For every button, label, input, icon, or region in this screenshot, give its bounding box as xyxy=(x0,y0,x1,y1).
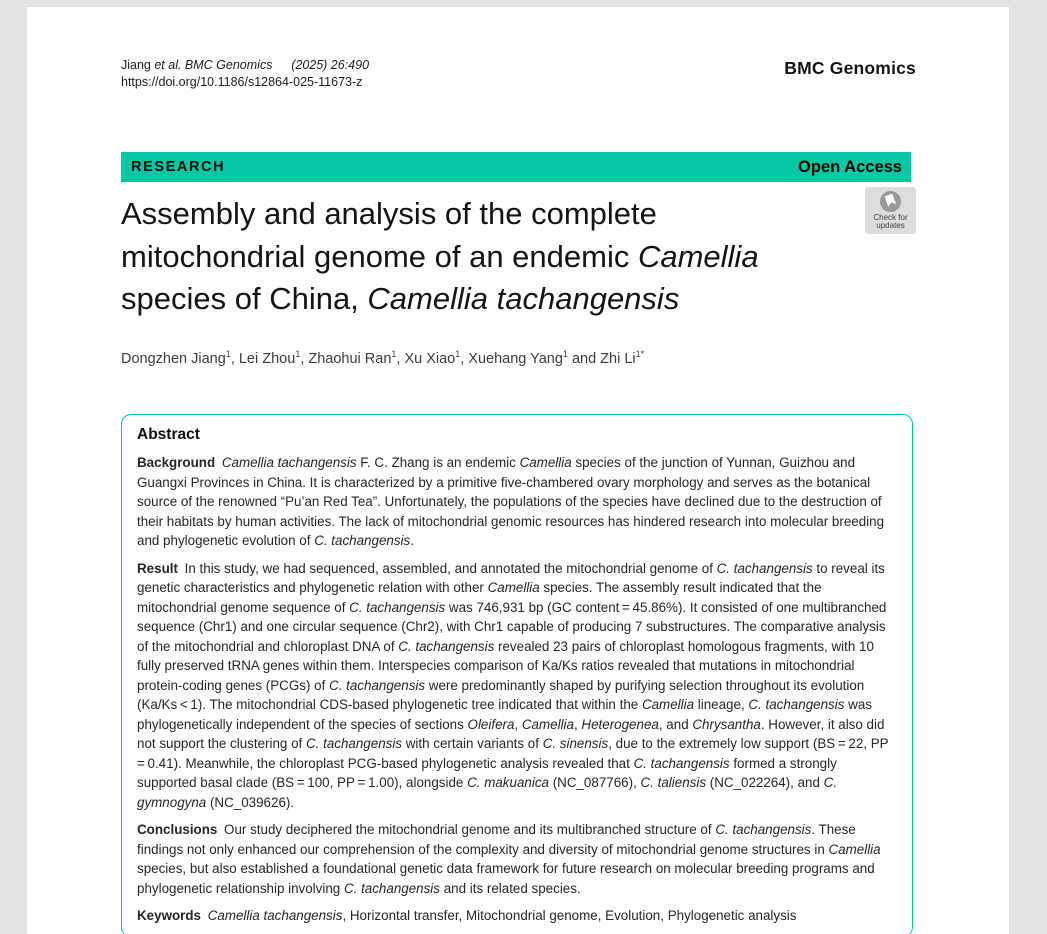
abstract-box xyxy=(121,414,913,934)
abstract-conclusions-paragraph: Conclusions Our study deciphered the mitochondrial genome and its multibranched structure of C. tachangensis. These findings not only enhanced our comprehension of the complexity and diversity of mitochondrial genome structures in Camellia species, but also established a foundational genetic data framework for future research on molecular breeding programs and phylogenetic relationship involving C. tachangensis and its related species. xyxy=(137,822,881,896)
abstract-background-paragraph: Background Camellia tachangensis F. C. Zhang is an endemic Camellia species of the junction of Yunnan, Guizhou and Guangxi Provinces in China. It is characterized by a primitive five-chambered ovary morphology and serves as the botanical source of the renowned “Pu’an Red Tea”. Unfortunately, the populations of the species have declined due to the destruction of their habitats by human activities. The lack of mitochondrial genomic resources has hindered research into molecular breeding and phylogenetic evolution of C. tachangensis. xyxy=(137,455,885,548)
citation-block xyxy=(121,57,369,91)
paper-page xyxy=(27,7,1009,934)
doi-link[interactable]: https://doi.org/10.1186/s12864-025-11673-z xyxy=(121,75,363,89)
journal-logo: BMC Genomics xyxy=(784,58,916,78)
abstract-heading: Abstract xyxy=(137,426,200,443)
authors-line: Dongzhen Jiang$^1$, Lei Zhou$^1$, Zhaohui Ran$^1$, Xu Xiao$^1$, Xuehang Yang$^1$ and Zhi $Li^{1*}$ xyxy=(121,349,645,367)
check-for-updates-button[interactable] xyxy=(865,187,916,234)
check-badge-label-line2: updates xyxy=(876,221,905,230)
research-banner xyxy=(121,152,911,182)
citation-line: Jiang et al. BMC Genomics (2025) 26:490 xyxy=(121,58,370,72)
abstract-keywords-paragraph: Keywords Camellia tachangensis, Horizontal transfer, Mitochondrial genome, Evolution, Phylogenetic analysis xyxy=(137,908,797,923)
article-type-label: RESEARCH xyxy=(131,159,226,175)
crossmark-logo-icon xyxy=(879,190,902,214)
abstract-result-paragraph: Result In this study, we had sequenced, assembled, and annotated the mitochondrial genome of C. tachangensis to reveal its genetic characteristics and phylogenetic relation with other Camellia species. The assembly result indicated that the mitochondrial genome sequence of C. tachangensis was 746,931 bp (GC content = 45.86%). It consisted of one multibranched sequence (Chr1) and one circular sequence (Chr2), with Chr1 capable of producing 7 substructures. The comparative analysis of the mitochondrial and chloroplast DNA of C. tachangensis revealed 23 pairs of chloroplast homologous fragments, with 10 fully preserved tRNA genes within them. Interspecies comparison of Ka/Ks ratios revealed that mutations in mitochondrial protein-coding genes (PCGs) of C. tachangensis were predominantly shaped by purifying selection throughout its evolution (Ka/Ks < 1). The mitochondrial CDS-based phylogenetic tree indicated that within the Camellia lineage, C. tachangensis was phylogenetically independent of the species of sections Oleifera, Camellia, Heterogenea, and Chrysantha. However, it also did not support the clustering of C. tachangensis with certain variants of C. sinensis, due to the extremely low support (BS = 22, PP = 0.41). Meanwhile, the chloroplast PCG-based phylogenetic analysis revealed that C. tachangensis formed a strongly supported basal clade (BS = 100, PP = 1.00), alongside C. makuanica (NC_087766), C. taliensis (NC_022264), and C. gymnogyna (NC_039626). xyxy=(137,560,892,810)
open-access-label: Open Access xyxy=(798,157,902,176)
check-badge-label-line1: Check for xyxy=(873,212,908,222)
article-title: Assembly and analysis of the complete mitochondrial genome of an endemic Camellia species of China, Camellia tachangensis xyxy=(121,196,759,316)
